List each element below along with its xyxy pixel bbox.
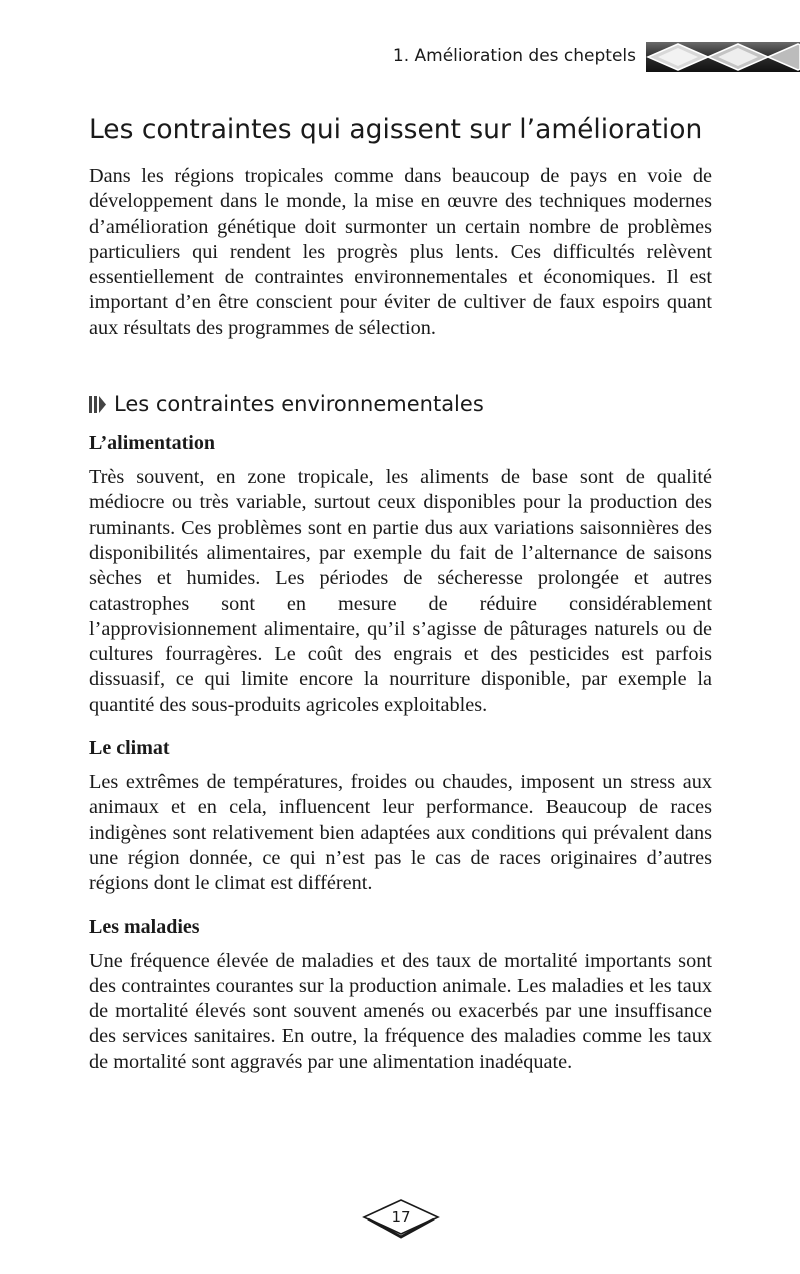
subsection-text-maladies: Une fréquence élevée de maladies et des taux de mortalité importants sont des contraintes courantes sur la production animale. Les maladies et les taux de mortalité élevés sont souvent amenés ou exacerbés par une insuffisance des services sanitaires. En outre, la fréquence des maladies comme les taux de mortalité sont aggravés par une alimentation inadéquate.	[89, 949, 712, 1073]
subsection-heading-climat: Le climat	[89, 737, 170, 760]
chapter-title: 1. Amélioration des cheptels	[392, 46, 636, 66]
page-number-folio	[361, 1199, 441, 1239]
running-header	[0, 42, 800, 72]
subsection-heading-maladies: Les maladies	[89, 915, 200, 938]
section-marker-icon	[89, 395, 106, 414]
page-number: 17	[391, 1208, 411, 1226]
subsection-text-alimentation: Très souvent, en zone tropicale, les aliments de base sont de qualité médiocre ou très variable, surtout ceux disponibles pour la production des ruminants. Ces problèmes sont en partie dus aux variations saisonnières des disponibilités alimentaires, par exemple du fait de l’alternance de saisons sèches et humides. Les périodes de sécheresse prolongée et autres catastrophes sont en mesure de réduire considérablement l’approvisionnement alimentaire, qu’il s’agisse de pâturages naturels ou de cultures fourragères. Le coût des engrais et des pesticides est parfois dissuasif, ce qui limite encore la nourriture disponible, par exemple la quantité des sous-produits agricoles exploitables.	[89, 466, 712, 716]
section-heading-text: Les contraintes environnementales	[114, 392, 484, 417]
subsection-heading-alimentation: L’alimentation	[89, 432, 215, 455]
diamond-band-icon	[646, 42, 800, 72]
section-heading	[89, 392, 712, 416]
page-content	[89, 114, 712, 1075]
subsection-text-climat: Les extrêmes de températures, froides ou chaudes, imposent un stress aux animaux et en cela, influencent leur performance. Beaucoup de races indigènes sont relativement bien adaptées aux conditions qui prévalent dans une région donnée, ce qui n’est pas le cas de races originaires d’autres régions dont le climat est différent.	[89, 771, 712, 895]
intro-paragraph: Dans les régions tropicales comme dans beaucoup de pays en voie de développement dans le monde, la mise en œuvre des techniques modernes d’amélioration génétique doit surmonter un certain nombre de problèmes particuliers qui rendent les progrès plus lents. Ces difficultés relèvent essentiellement de contraintes environnementales et économiques. Il est important d’en être conscient pour éviter de cultiver de faux espoirs quant aux résultats des programmes de sélection.	[89, 165, 712, 339]
page-title: Les contraintes qui agissent sur l’amélioration	[89, 114, 703, 145]
